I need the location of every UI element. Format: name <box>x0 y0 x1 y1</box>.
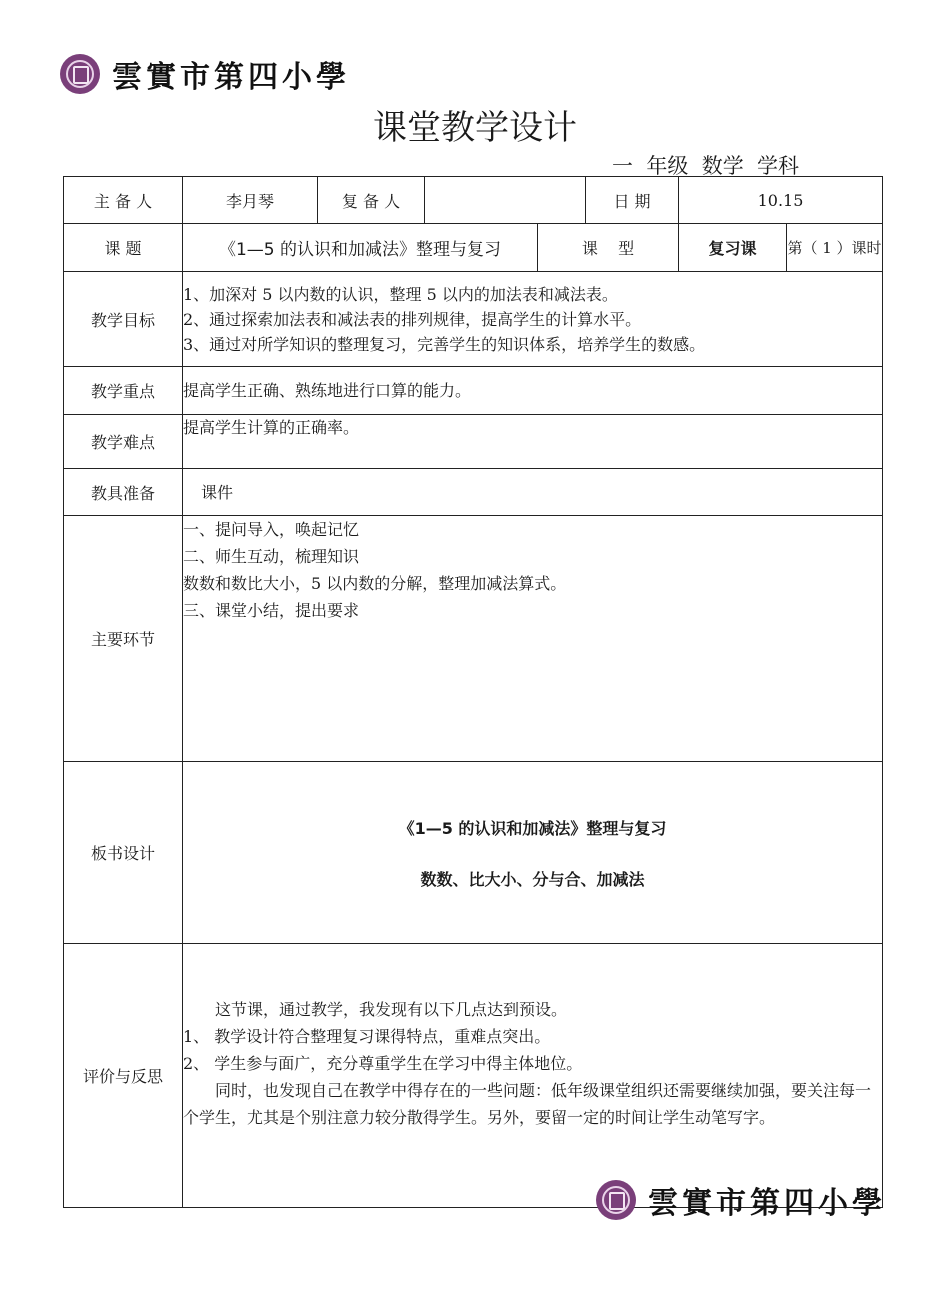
board-line: 《1—5 的认识和加减法》整理与复习 <box>398 818 667 838</box>
board-label: 板书设计 <box>64 762 183 944</box>
goal-item: 3、通过对所学知识的整理复习，完善学生的知识体系，培养学生的数感。 <box>183 334 706 354</box>
tools-row <box>64 469 883 516</box>
topic-value: 《1—5 的认识和加减法》整理与复习 <box>183 224 538 272</box>
period-value: 第（ 1 ）课时 <box>787 224 883 272</box>
goal-item: 2、通过探索加法表和减法表的排列规律，提高学生的计算水平。 <box>183 309 642 329</box>
goals-label: 教学目标 <box>64 272 183 367</box>
board-line: 数数、比大小、分与合、加减法 <box>420 869 645 889</box>
difficulty-row <box>64 415 883 469</box>
board-content <box>183 762 883 944</box>
reflection-row <box>64 944 883 1208</box>
school-name-footer: 雲實市第四小學 <box>648 1186 886 1221</box>
steps-content <box>183 516 883 762</box>
school-seal-icon <box>60 54 100 94</box>
type-label: 课 型 <box>538 224 679 272</box>
date-label: 日 期 <box>586 177 679 224</box>
focus-label: 教学重点 <box>64 367 183 415</box>
goals-row <box>64 272 883 367</box>
reflection-item: 1、 教学设计符合整理复习课得特点，重难点突出。 <box>183 1027 551 1046</box>
step-item: 一、提问导入，唤起记忆 <box>183 520 360 539</box>
difficulty-value: 提高学生计算的正确率。 <box>183 415 883 469</box>
goal-item: 1、加深对 5 以内数的认识，整理 5 以内的加法表和减法表。 <box>183 284 618 304</box>
lesson-plan-table <box>63 176 883 1208</box>
focus-row <box>64 367 883 415</box>
school-name: 雲實市第四小學 <box>112 60 350 95</box>
date-value: 10.15 <box>679 177 883 224</box>
steps-label: 主要环节 <box>64 516 183 762</box>
focus-value: 提高学生正确、熟练地进行口算的能力。 <box>183 367 883 415</box>
step-item: 二、师生互动，梳理知识 <box>183 547 360 566</box>
info-row-2 <box>64 224 883 272</box>
difficulty-label: 教学难点 <box>64 415 183 469</box>
co-teacher-value <box>425 177 586 224</box>
step-item: 三、课堂小结，提出要求 <box>183 601 360 620</box>
grade-subject-line: 一 年级 数学 学科 <box>612 154 800 178</box>
school-seal-icon <box>596 1180 636 1220</box>
co-teacher-label: 复 备 人 <box>318 177 425 224</box>
tools-label: 教具准备 <box>64 469 183 516</box>
step-item: 数数和数比大小，5 以内数的分解，整理加减法算式。 <box>183 574 567 593</box>
board-row <box>64 762 883 944</box>
steps-row <box>64 516 883 762</box>
reflection-label: 评价与反思 <box>64 944 183 1208</box>
type-value: 复习课 <box>679 224 787 272</box>
tools-value: 课件 <box>183 469 883 516</box>
reflection-intro: 这节课，通过教学，我发现有以下几点达到预设。 <box>215 1000 568 1019</box>
school-logo <box>60 52 350 96</box>
lead-teacher-label: 主 备 人 <box>64 177 183 224</box>
reflection-paragraph: 同时，也发现自己在教学中得存在的一些问题：低年级课堂组织还需要继续加强，要关注每一个学生，尤其是个别注意力较分散得学生。另外，要留一定的时间让学生动笔写字。 <box>183 1081 872 1127</box>
info-row-1 <box>64 177 883 224</box>
reflection-item: 2、 学生参与面广，充分尊重学生在学习中得主体地位。 <box>183 1054 583 1073</box>
school-logo-footer <box>596 1178 886 1222</box>
page-title: 课堂教学设计 <box>373 108 577 148</box>
topic-label: 课 题 <box>64 224 183 272</box>
lead-teacher-value: 李月琴 <box>183 177 318 224</box>
goals-content <box>183 272 883 367</box>
reflection-content <box>183 944 883 1208</box>
